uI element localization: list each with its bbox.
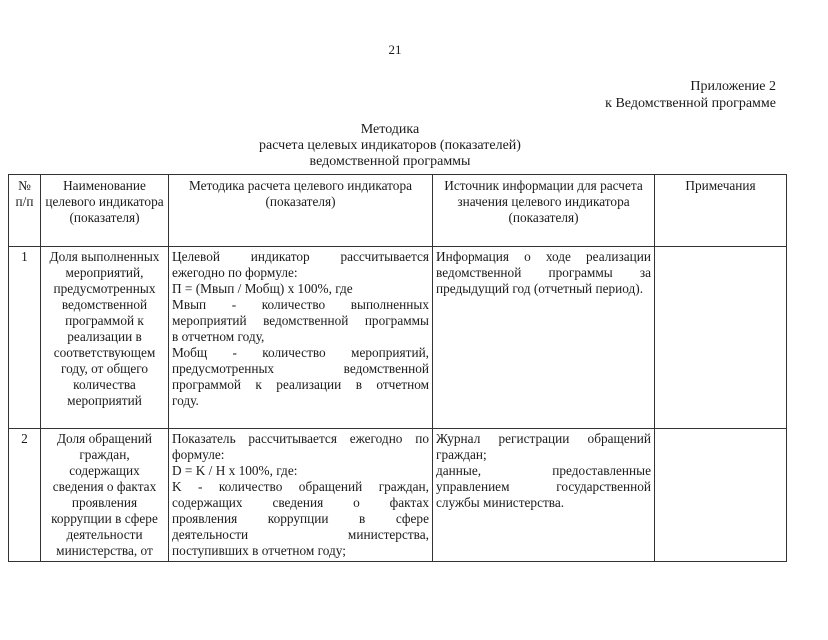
method-text: программой к реализации в отчетном xyxy=(172,377,429,392)
method-text: ежегодно по формуле: xyxy=(172,265,298,280)
method-text: Показатель рассчитывается ежегодно по xyxy=(172,431,429,446)
header-source: Источник информации для расчета значения целевого индикатора (показателя) xyxy=(433,175,655,247)
method-text: проявления коррупции в сфере xyxy=(172,511,429,526)
method-text: - количество мероприятий, xyxy=(232,345,430,360)
formula: П = (Мвып / Мобщ) х 100%, где xyxy=(172,281,353,296)
method-text: содержащих сведения о фактах xyxy=(172,495,429,510)
method-text: - количество выполненных xyxy=(231,297,430,312)
header-notes: Примечания xyxy=(655,175,787,247)
variable-symbol: Мвып xyxy=(172,297,207,312)
variable-symbol: Мобщ xyxy=(172,345,208,360)
information-source xyxy=(433,429,655,562)
source-text: Журнал регистрации обращений xyxy=(436,431,651,446)
indicators-table xyxy=(8,174,787,562)
information-source: Информация о ходе реализации ведомственной программы за предыдущий год (отчетный период). xyxy=(433,247,655,429)
method-text: году. xyxy=(172,393,199,408)
appendix-line-2: к Ведомственной программе xyxy=(605,96,776,111)
formula: D = K / H х 100%, где: xyxy=(172,463,298,478)
appendix-line-1: Приложение 2 xyxy=(690,79,776,94)
document-title xyxy=(0,122,780,170)
title-line-1: Методика xyxy=(360,122,420,137)
calculation-method xyxy=(169,429,433,562)
method-text: формуле: xyxy=(172,447,225,462)
page-number: 21 xyxy=(388,42,402,57)
method-text: в отчетном году, xyxy=(172,329,265,344)
notes-cell xyxy=(655,247,787,429)
row-number: 1 xyxy=(9,247,41,429)
source-text: службы министерства. xyxy=(436,495,565,510)
notes-cell xyxy=(655,429,787,562)
title-line-2: расчета целевых индикаторов (показателей) xyxy=(259,138,521,153)
source-text: данные, предоставленные xyxy=(436,463,651,478)
method-text: деятельности министерства, xyxy=(172,527,429,542)
source-text: граждан; xyxy=(436,447,487,462)
method-text: предусмотренных ведомственной xyxy=(172,361,429,376)
method-text: Целевой индикатор рассчитывается xyxy=(172,249,429,264)
header-name: Наименование целевого индикатора (показателя) xyxy=(41,175,169,247)
row-number: 2 xyxy=(9,429,41,562)
table-header-row xyxy=(9,175,787,247)
indicator-name: Доля обращений граждан, содержащих сведения о фактах проявления коррупции в сфере деятельности министерства, от xyxy=(41,429,169,562)
source-text: управлением государственной xyxy=(436,479,651,494)
title-line-3: ведомственной программы xyxy=(309,154,471,169)
indicator-name: Доля выполненных мероприятий, предусмотренных ведомственной программой к реализации в соответствующем году, от общего количества мероприятий xyxy=(41,247,169,429)
method-definition xyxy=(172,345,429,361)
method-definition xyxy=(172,297,429,313)
calculation-method xyxy=(169,247,433,429)
appendix-caption xyxy=(605,78,776,112)
table-row xyxy=(9,429,787,562)
table-row xyxy=(9,247,787,429)
header-method: Методика расчета целевого индикатора (показателя) xyxy=(169,175,433,247)
method-text: K - количество обращений граждан, xyxy=(172,479,429,494)
header-num: № п/п xyxy=(9,175,41,247)
method-text: мероприятий ведомственной программы xyxy=(172,313,429,328)
method-text: поступивших в отчетном году; xyxy=(172,543,346,558)
